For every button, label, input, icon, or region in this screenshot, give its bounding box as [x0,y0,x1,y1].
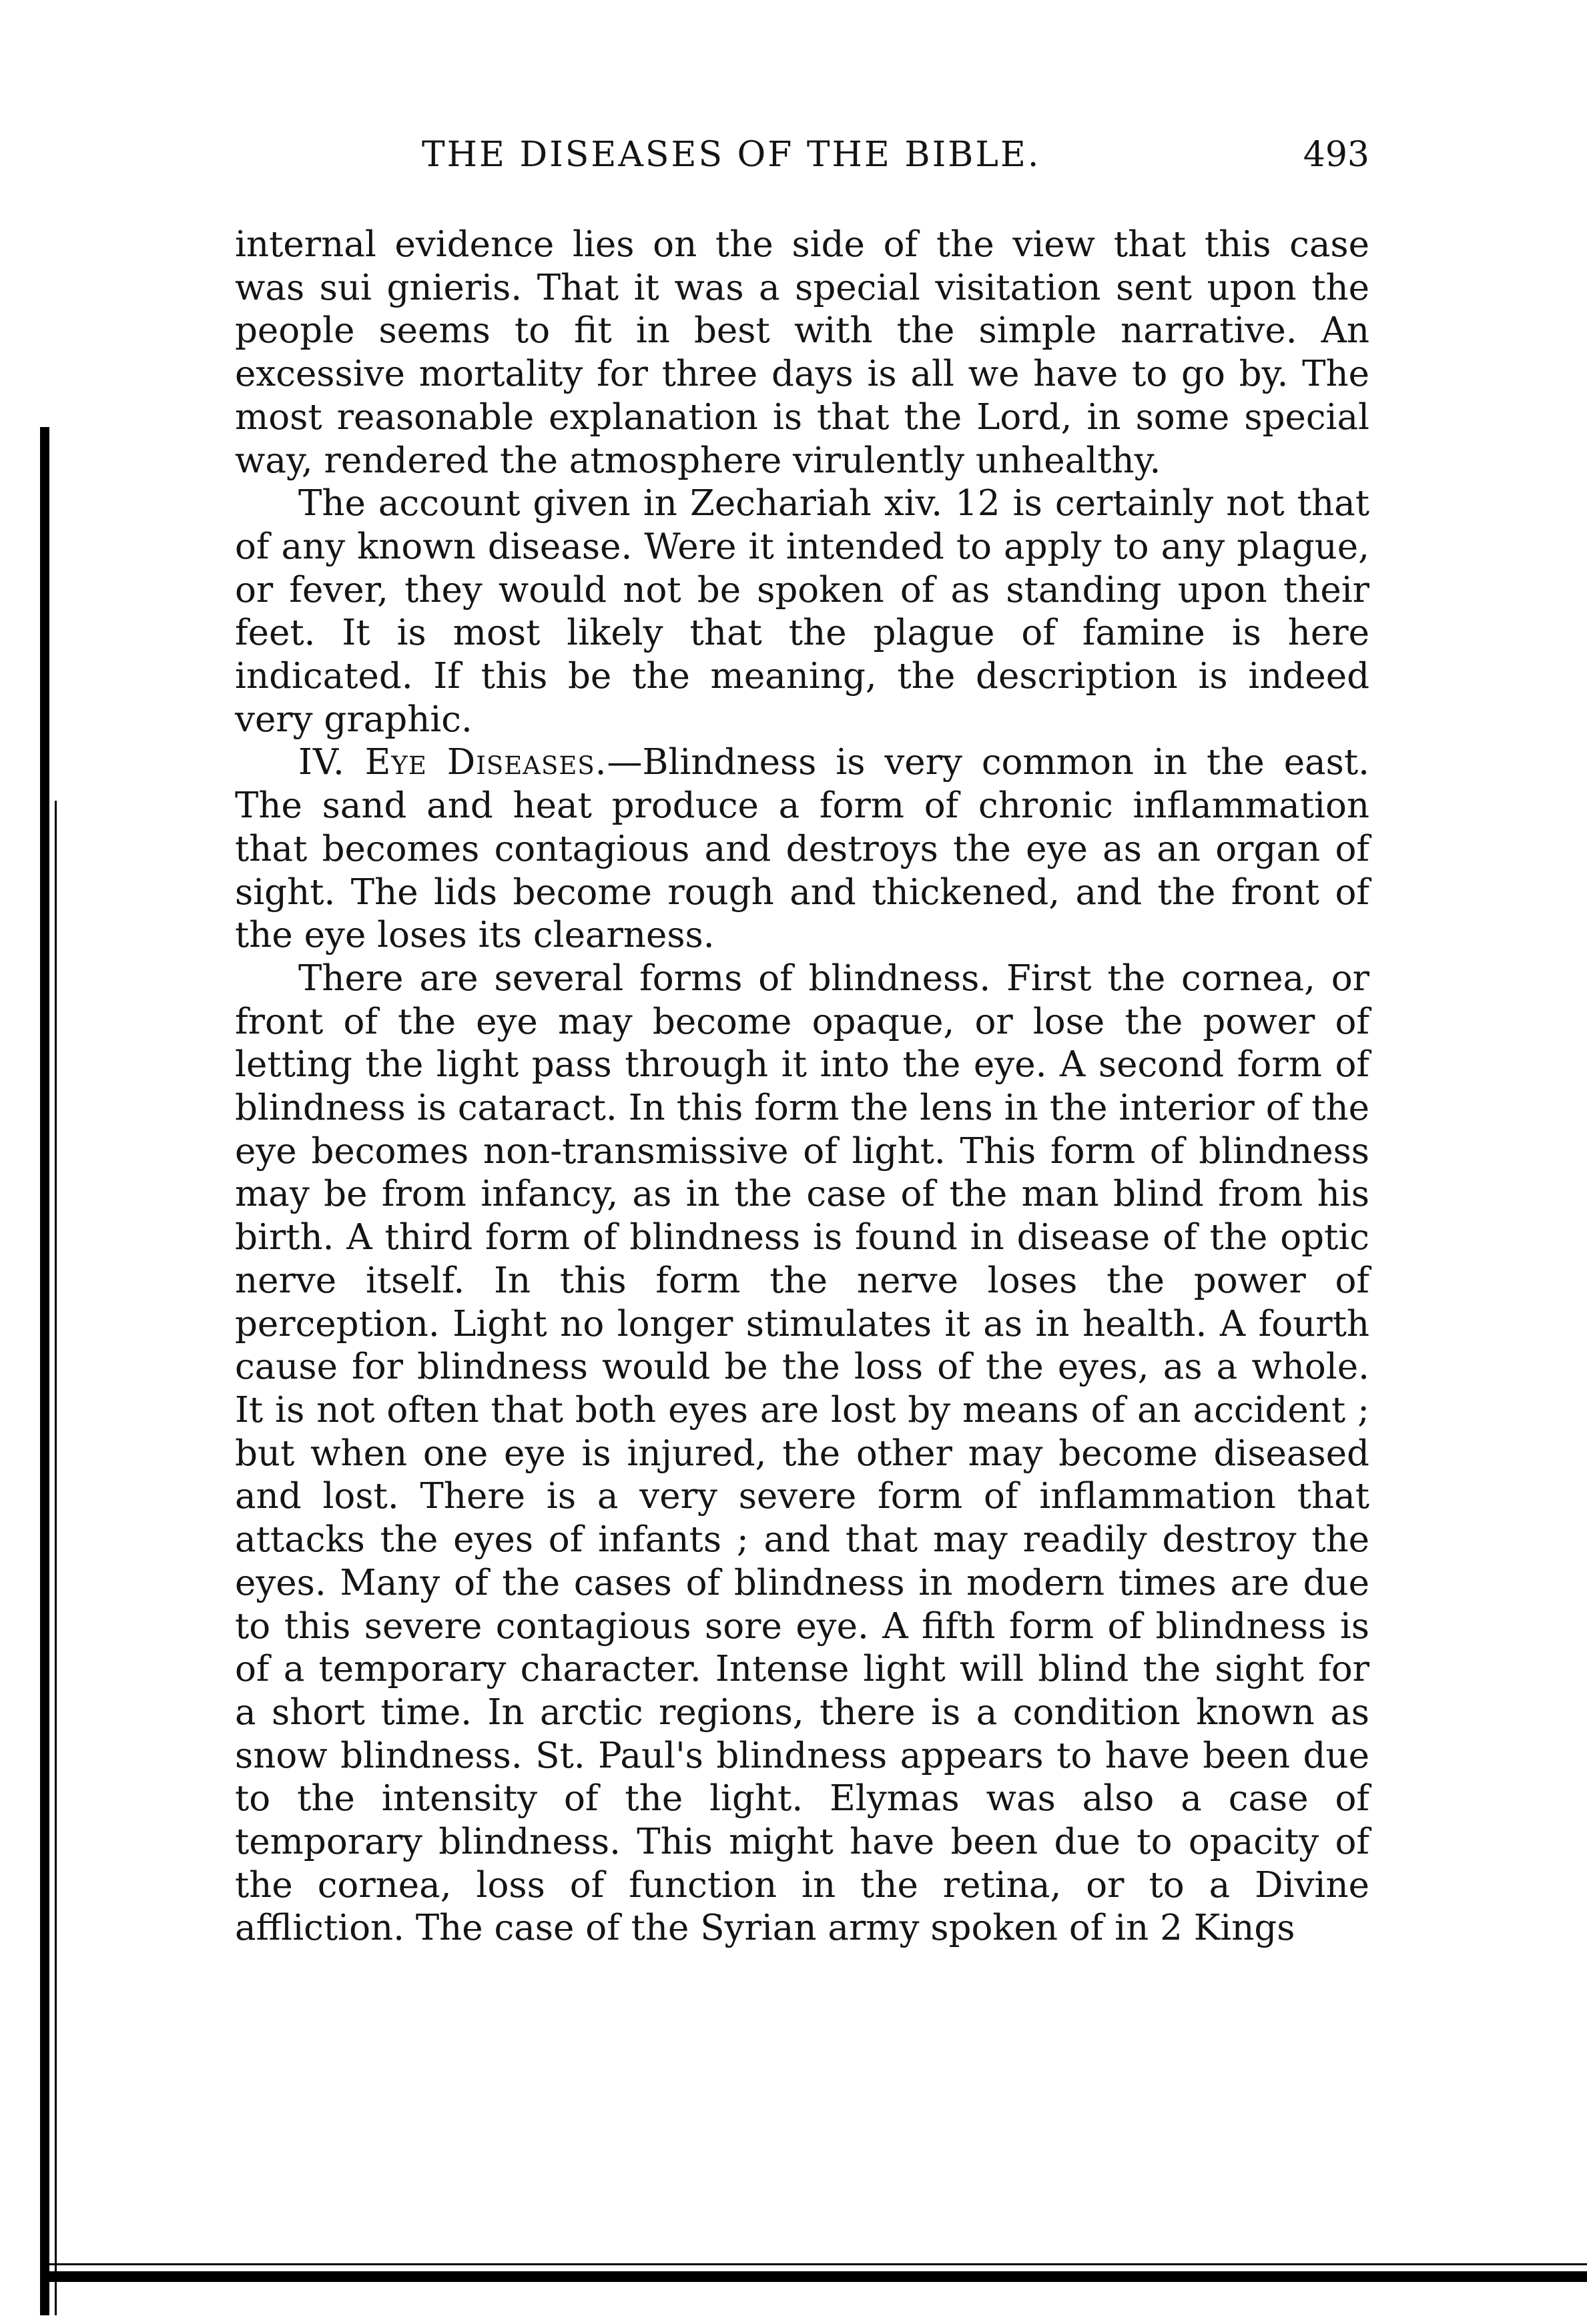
bottom-edge-thin-rule [40,2263,1587,2265]
paragraph [235,741,1369,957]
left-edge-thin-rule [55,801,57,2315]
paragraph-text: —Blindness is very common in the east. The sand and heat produce a form of chronic inflammation that becomes contagious and destroys the eye as an organ of sight. The lids become rough and thickened, and the front of the eye loses its clearness. [235,742,1369,956]
left-edge-rule [40,427,49,2315]
running-head: THE DISEASES OF THE BIBLE. [422,135,1041,175]
paragraph: There are several forms of blindness. First the cornea, or front of the eye may become opaque, or lose the power of letting the light pass through it into the eye. A second form of blindness is cataract. In this form the lens in the interior of the eye becomes non-transmissive of light. This form of blindness may be from infancy, as in the case of the man blind from his birth. A third form of blindness is found in disease of the optic nerve itself. In this form the nerve loses the power of perception. Light no longer stimulates it as in health. A fourth cause for blindness would be the loss of the eyes, as a whole. It is not often that both eyes are lost by means of an accident ; but when one eye is injured, the other may become diseased and lost. There is a very severe form of inflammation that attacks the eyes of infants ; and that may readily destroy the eyes. Many of the cases of blindness in modern times are due to this severe contagious sore eye. A fifth form of blindness is of a temporary character. Intense light will blind the sight for a short time. In arctic regions, there is a condition known as snow blindness. St. Paul's blindness appears to have been due to the intensity of the light. Elymas was also a case of temporary blindness. This might have been due to opacity of the cornea, loss of function in the retina, or to a Divine affliction. The case of the Syrian army spoken of in 2 Kings [235,957,1369,1949]
paragraph: internal evidence lies on the side of the view that this case was sui gnieris. That it was a special visitation sent upon the people seems to fit in best with the simple narrative. An excessive mortality for three days is all we have to go by. The most reasonable explanation is that the Lord, in some special way, rendered the atmosphere virulently unhealthy. [235,224,1369,481]
section-heading: IV. Eye Diseases. [298,742,607,783]
body-text [235,224,1369,1950]
bottom-edge-rule [40,2271,1587,2282]
page-number: 493 [1303,135,1369,175]
paragraph: The account given in Zechariah xiv. 12 is certainly not that of any known disease. Were it intended to apply to any plague, or fever, they would not be spoken of as standing upon their feet. It is most likely that the plague of famine is here indicated. If this be the meaning, the description is indeed very graphic. [235,483,1369,740]
page-header [235,135,1369,188]
